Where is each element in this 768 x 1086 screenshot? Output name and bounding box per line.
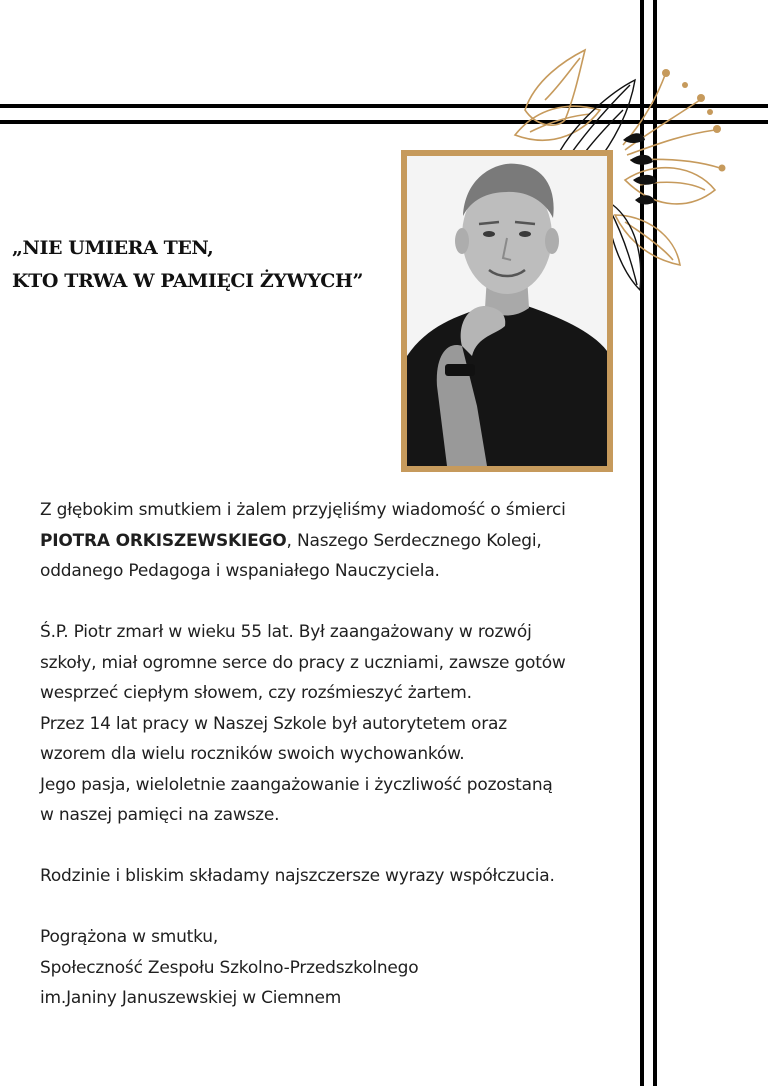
tribute-line-2: szkoły, miał ogromne serce do pracy z uczniami, zawsze gotów xyxy=(40,652,566,673)
signature-block xyxy=(40,922,630,1014)
condolence-message xyxy=(40,495,630,1014)
signature-line-3: im.Janiny Januszewskiej w Ciemnem xyxy=(40,988,342,1008)
signature-line-1: Pogrążona w smutku, xyxy=(40,927,219,947)
announcement-intro: Z głębokim smutkiem i żalem przyjęliśmy wiadomość o śmierci xyxy=(40,500,566,520)
announcement-after-name: , Naszego Serdecznego Kolegi, xyxy=(286,530,542,551)
quote-line-1: „NIE UMIERA TEN, xyxy=(12,237,214,259)
tribute-line-1: Ś.P. Piotr zmarł w wieku 55 lat. Był zaangażowany w rozwój xyxy=(40,622,532,642)
tribute-line-5: wzorem dla wielu roczników swoich wychowanków. xyxy=(40,744,465,764)
announcement-line-3: oddanego Pedagoga i wspaniałego Nauczyciela. xyxy=(40,561,440,581)
paragraph-tribute xyxy=(40,617,630,831)
tribute-line-7: w naszej pamięci na zawsze. xyxy=(40,805,280,825)
tribute-line-3: wesprzeć ciepłym słowem, czy rozśmieszyć żartem. xyxy=(40,683,472,703)
paragraph-condolences: Rodzinie i bliskim składamy najszczersze wyrazy współczucia. xyxy=(40,866,555,886)
signature-line-2: Społeczność Zespołu Szkolno-Przedszkolnego xyxy=(40,957,419,978)
portrait-frame xyxy=(401,150,613,472)
deceased-name: PIOTRA ORKISZEWSKIEGO xyxy=(40,530,287,551)
portrait-photo xyxy=(407,156,607,466)
paragraph-announcement xyxy=(40,495,630,587)
memorial-quote xyxy=(12,232,402,298)
tribute-line-4: Przez 14 lat pracy w Naszej Szkole był autorytetem oraz xyxy=(40,713,507,734)
quote-line-2: KTO TRWA W PAMIĘCI ŻYWYCH” xyxy=(12,270,364,292)
tribute-line-6: Jego pasja, wieloletnie zaangażowanie i życzliwość pozostaną xyxy=(40,774,553,795)
